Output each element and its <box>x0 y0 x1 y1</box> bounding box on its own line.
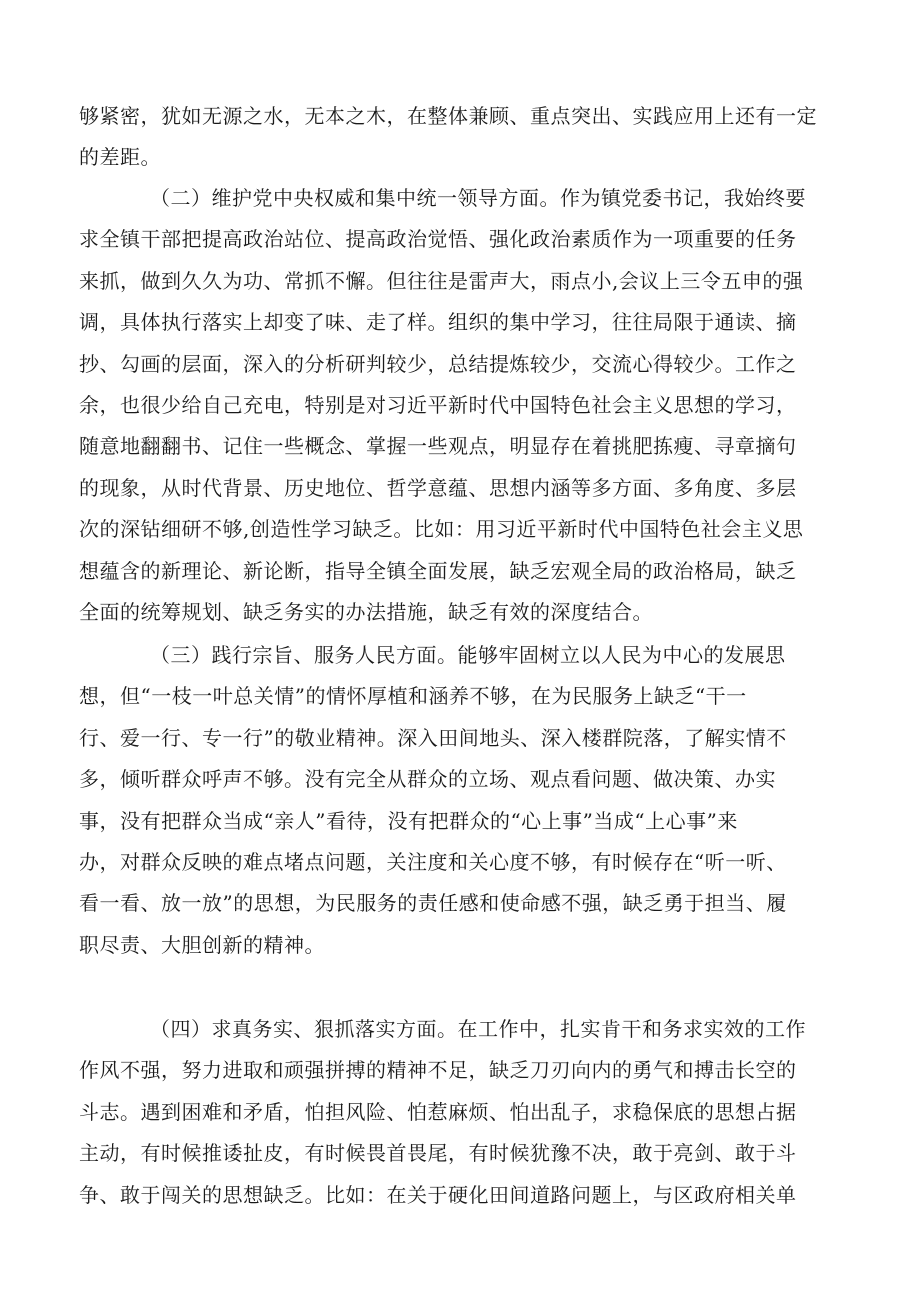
text-line: 看一看、放一放”的思想，为民服务的责任感和使命感不强，缺乏勇于担当、履 <box>79 891 787 916</box>
text-line: 的差距。 <box>79 145 161 170</box>
text-line: 办，对群众反映的难点堵点问题，关注度和关心度不够，有时候存在“听一听、 <box>79 850 787 874</box>
text-line: 多，倾听群众呼声不够。没有完全从群众的立场、观点看问题、做决策、办实 <box>79 767 776 792</box>
text-line: 余，也很少给自己充电，特别是对习近平新时代中国特色社会主义思想的学习， <box>79 393 797 417</box>
text-line: （三）践行宗旨、服务人民方面。能够牢固树立以人民为中心的发展思 <box>150 643 786 667</box>
text-line: （二）维护党中央权威和集中统一领导方面。作为镇党委书记，我始终要 <box>150 186 806 210</box>
text-line: 主动，有时候推诿扯皮，有时候畏首畏尾，有时候犹豫不决，敢于亮剑、敢于斗 <box>79 1141 797 1166</box>
text-line: 的现象，从时代背景、历史地位、哲学意蕴、思想内涵等多方面、多角度、多层 <box>79 475 797 500</box>
text-line: 斗志。遇到困难和矛盾，怕担风险、怕惹麻烦、怕出乱子，求稳保底的思想占据 <box>79 1099 797 1124</box>
text-line: 随意地翻翻书、记住一些概念、掌握一些观点，明显存在着挑肥拣瘦、寻章摘句 <box>79 434 797 459</box>
text-line: 想蕴含的新理论、新论断，指导全镇全面发展，缺乏宏观全局的政治格局，缺乏 <box>79 558 797 583</box>
text-line: 争、敢于闯关的思想缺乏。比如：在关于硬化田间道路问题上，与区政府相关单 <box>79 1182 797 1207</box>
text-line: 事，没有把群众当成“亲人”看待，没有把群众的“心上事”当成“上心事”来 <box>79 808 738 833</box>
text-line: 来抓，做到久久为功、常抓不懈。但往往是雷声大，雨点小,会议上三令五申的强 <box>79 268 804 293</box>
text-line: 够紧密，犹如无源之水，无本之木，在整体兼顾、重点突出、实践应用上还有一定 <box>79 104 817 128</box>
text-line: 次的深钻细研不够,创造性学习缺乏。比如：用习近平新时代中国特色社会主义思 <box>79 517 804 542</box>
text-line: 行、爱一行、专一行”的敬业精神。深入田间地头、深入楼群院落，了解实情不 <box>79 725 787 750</box>
text-line: 想，但“一枝一叶总关情”的情怀厚植和涵养不够，在为民服务上缺乏“干一 <box>79 684 747 709</box>
text-line: 求全镇干部把提高政治站位、提高政治觉悟、强化政治素质作为一项重要的任务 <box>79 227 797 252</box>
text-line: 职尽责、大胆创新的精神。 <box>79 932 325 957</box>
text-line: 作风不强，努力进取和顽强拼搏的精神不足，缺乏刀刃向内的勇气和搏击长空的 <box>79 1058 797 1083</box>
text-line: （四）求真务实、狠抓落实方面。在工作中，扎实肯干和务求实效的工作 <box>150 1017 806 1041</box>
text-line: 全面的统筹规划、缺乏务实的办法措施，缺乏有效的深度结合。 <box>79 600 653 624</box>
text-line: 调，具体执行落实上却变了味、走了样。组织的集中学习，往往局限于通读、摘 <box>79 310 797 335</box>
text-line: 抄、勾画的层面，深入的分析研判较少，总结提炼较少，交流心得较少。工作之 <box>79 351 797 376</box>
